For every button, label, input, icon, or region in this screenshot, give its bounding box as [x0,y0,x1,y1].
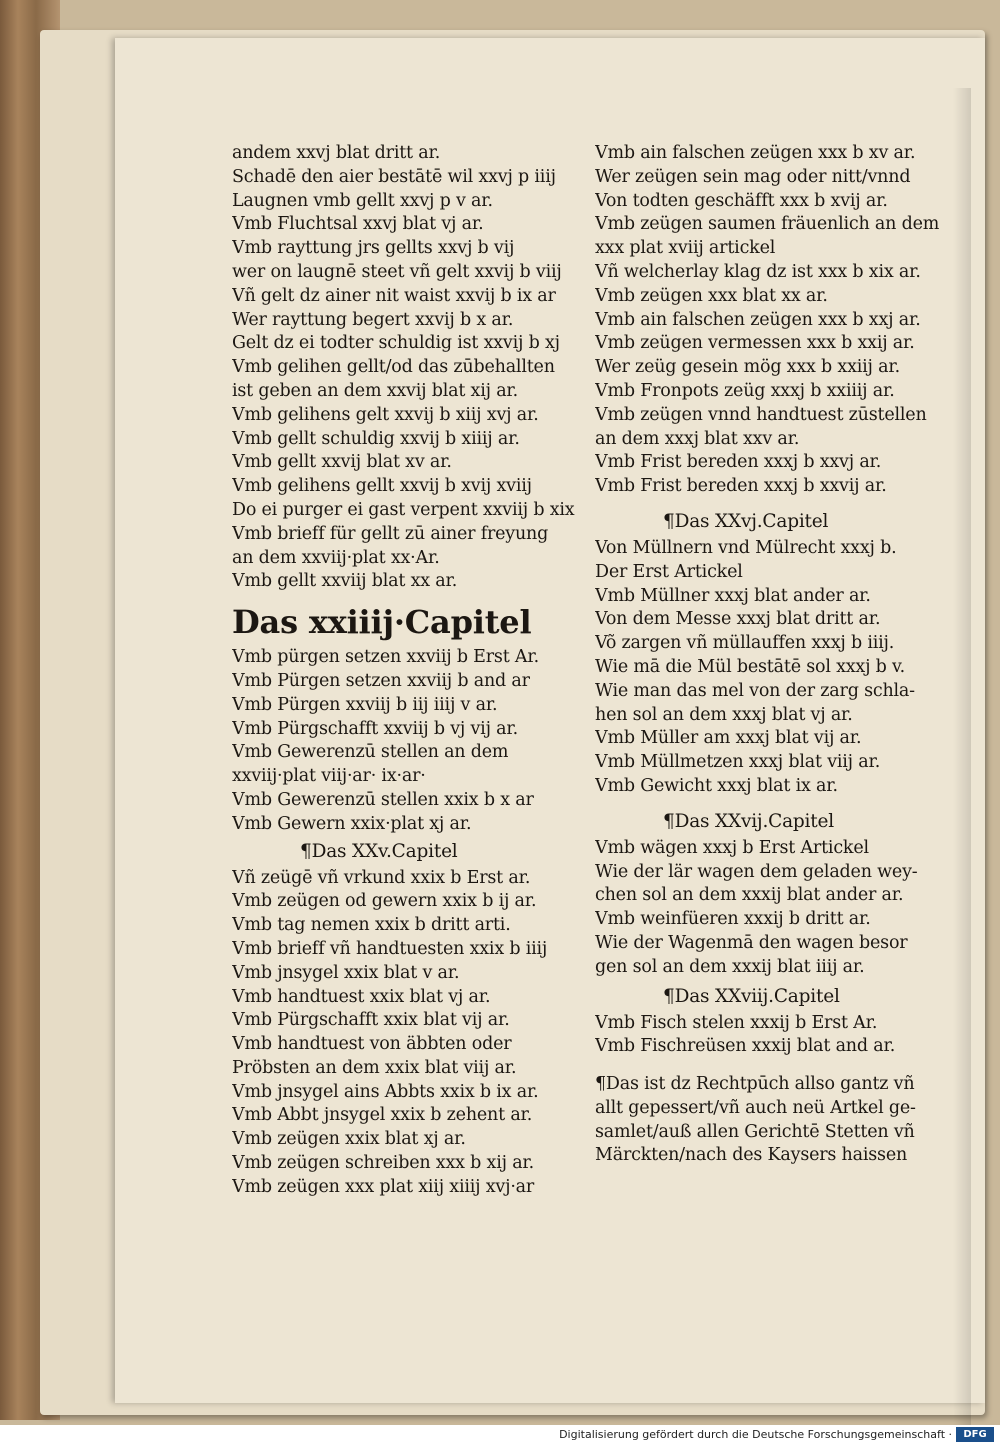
text-line: Schadē den aier bestātē wil xxvj p iiij [232,166,556,187]
text-line: Vmb brieff für gellt zū ainer freyung [232,523,549,544]
text-line: Do ei purger ei gast verpent xxviij b xix [232,499,575,520]
text-line: Vmb ain falschen zeügen xxx b xxj ar. [595,309,921,330]
text-line: Vmb handtuest von äbbten oder [232,1034,512,1055]
text-line: Vmb Fischreüsen xxxij blat and ar. [595,1036,896,1057]
text-line: xxviij·plat viij·ar· ix·ar· [232,766,426,787]
chapter-heading-24: Das xxiiij·Capitel [232,603,532,642]
text-line: Vmb Fronpots zeüg xxxj b xxiiij ar. [595,380,895,401]
text-line: Võ zargen vñ müllauffen xxxj b iiij. [595,633,895,654]
footer-credit: Digitalisierung gefördert durch die Deutsche Forschungsgemeinschaft · [559,1428,952,1441]
text-line: Vmb Frist bereden xxxj b xxvij ar. [595,476,887,497]
text-line: allt gepessert/vñ auch neü Artkel ge- [595,1097,916,1118]
text-line: Vmb jnsygel xxix blat v ar. [232,962,460,983]
text-line: Von todten geschäfft xxx b xvij ar. [595,190,888,211]
text-line: Vñ welcherlay klag dz ist xxx b xix ar. [595,261,921,282]
text-line: Vmb zeügen od gewern xxix b ij ar. [232,891,537,912]
text-line: Vmb zeügen xxx plat xiij xiiij xvj·ar [232,1176,535,1197]
text-line: Von Müllnern vnd Mülrecht xxxj b. [595,537,897,558]
right-column [595,142,940,1168]
right-lines-e [595,1073,940,1168]
dfg-logo: DFG [956,1427,994,1442]
text-line: ¶Das ist dz Rechtpūch allso gantz vñ [595,1074,915,1095]
text-line: Wie der lär wagen dem geladen wey- [595,861,918,882]
text-line: Vmb zeügen vnnd handtuest zūstellen [595,404,927,425]
text-line: Vmb Müller am xxxj blat vij ar. [595,728,862,749]
text-line: ist geben an dem xxvij blat xij ar. [232,380,519,401]
left-column [232,142,577,1200]
text-line: xxx plat xviij artickel [595,238,776,259]
text-line: Vmb zeügen xxx blat xx ar. [595,285,828,306]
text-line: Pröbsten an dem xxix blat viij ar. [232,1057,517,1078]
text-line: Vmb wägen xxxj b Erst Artickel [595,837,869,858]
text-line: Wie mā die Mül bestātē sol xxxj b v. [595,656,906,677]
left-lines-a [232,142,577,594]
text-line: wer on laugnē steet vñ gelt xxvij b viij [232,261,562,282]
text-line: Vmb gellt xxvij blat xv ar. [232,452,452,473]
text-line: samlet/auß allen Gerichtē Stetten vñ [595,1121,915,1142]
text-line: Vmb Abbt jnsygel xxix b zehent ar. [232,1105,533,1126]
text-line: Vmb gelihens gelt xxvij b xiij xvj ar. [232,404,539,425]
text-line: Vñ zeügē vñ vrkund xxix b Erst ar. [232,867,531,888]
text-line: Vmb zeügen xxix blat xj ar. [232,1129,466,1150]
text-line: Vmb Müllmetzen xxxj blat viij ar. [595,752,881,773]
right-lines-a [595,142,940,499]
text-line: Wer zeüg gesein mög xxx b xxiij ar. [595,357,900,378]
text-line: Gelt dz ei todter schuldig ist xxvij b xj [232,333,560,354]
text-line: Vmb gellt xxviij blat xx ar. [232,571,458,592]
text-line: Wer rayttung begert xxvij b x ar. [232,309,514,330]
text-line: Vmb Pürgschafft xxviij b vj vij ar. [232,718,519,739]
text-line: Vmb Pürgschafft xxix blat vij ar. [232,1010,510,1031]
text-line: Vmb handtuest xxix blat vj ar. [232,986,491,1007]
text-line: Wie man das mel von der zarg schla- [595,680,915,701]
chapter-heading-26: ¶Das XXvj.Capitel [663,510,829,532]
text-line: Vmb Fisch stelen xxxij b Erst Ar. [595,1012,878,1033]
text-line: Vmb Fluchtsal xxvj blat vj ar. [232,214,484,235]
chapter-heading-27: ¶Das XXvij.Capitel [663,810,834,832]
text-line: Vmb tag nemen xxix b dritt arti. [232,915,511,936]
text-line: Von dem Messe xxxj blat dritt ar. [595,609,881,630]
chapter-heading-28: ¶Das XXviij.Capitel [663,985,840,1007]
right-lines-c [595,837,940,980]
chapter-heading-25: ¶Das XXv.Capitel [300,840,458,862]
right-lines-b [595,537,940,799]
text-line: Vmb brieff vñ handtuesten xxix b iiij [232,938,548,959]
text-line: Vmb gelihen gellt/od das zūbehallten [232,357,555,378]
left-lines-b [232,646,577,836]
text-line: andem xxvj blat dritt ar. [232,143,441,163]
text-line: Vmb jnsygel ains Abbts xxix b ix ar. [232,1081,539,1102]
text-line: Vmb zeügen schreiben xxx b xij ar. [232,1153,535,1174]
text-line: Vmb pürgen setzen xxviij b Erst Ar. [232,647,539,668]
text-line: Wer zeügen sein mag oder nitt/vnnd [595,166,911,187]
page-edge-shadow [953,88,971,1428]
text-line: Vmb Gewerenzū stellen an dem [232,742,509,763]
text-line: Vmb Gewicht xxxj blat ix ar. [595,775,838,796]
text-line: Vmb zeügen vermessen xxx b xxij ar. [595,333,915,354]
right-lines-d [595,1012,940,1060]
text-line: Vmb Müllner xxxj blat ander ar. [595,585,871,606]
text-line: Vmb ain falschen zeügen xxx b xv ar. [595,143,916,163]
text-line: Vñ gelt dz ainer nit waist xxvij b ix ar [232,285,556,306]
text-line: an dem xxviij·plat xx·Ar. [232,547,440,568]
text-line: hen sol an dem xxxj blat vj ar. [595,704,853,725]
text-line: Vmb weinfüeren xxxij b dritt ar. [595,909,871,930]
text-line: Vmb Pürgen xxviij b iij iiij v ar. [232,694,498,715]
text-line: Der Erst Artickel [595,561,743,582]
left-lines-c [232,867,577,1200]
text-line: Vmb gelihens gellt xxvij b xvij xviij [232,476,532,497]
text-line: Laugnen vmb gellt xxvj p v ar. [232,190,493,211]
text-line: chen sol an dem xxxij blat ander ar. [595,885,904,906]
text-line: Vmb Frist bereden xxxj b xxvj ar. [595,452,882,473]
text-line: gen sol an dem xxxij blat iiij ar. [595,956,865,977]
text-line: Vmb Gewern xxix·plat xj ar. [232,813,472,834]
text-line: Vmb Gewerenzū stellen xxix b x ar [232,789,534,810]
text-line: Märckten/nach des Kaysers haissen [595,1145,908,1166]
text-line: an dem xxxj blat xxv ar. [595,428,800,449]
text-line: Vmb zeügen saumen fräuenlich an dem [595,214,940,235]
text-line: Vmb gellt schuldig xxvij b xiiij ar. [232,428,520,449]
text-line: Vmb Pürgen setzen xxviij b and ar [232,670,530,691]
text-line: Vmb rayttung jrs gellts xxvj b vij [232,238,515,259]
text-line: Wie der Wagenmā den wagen besor [595,932,908,953]
